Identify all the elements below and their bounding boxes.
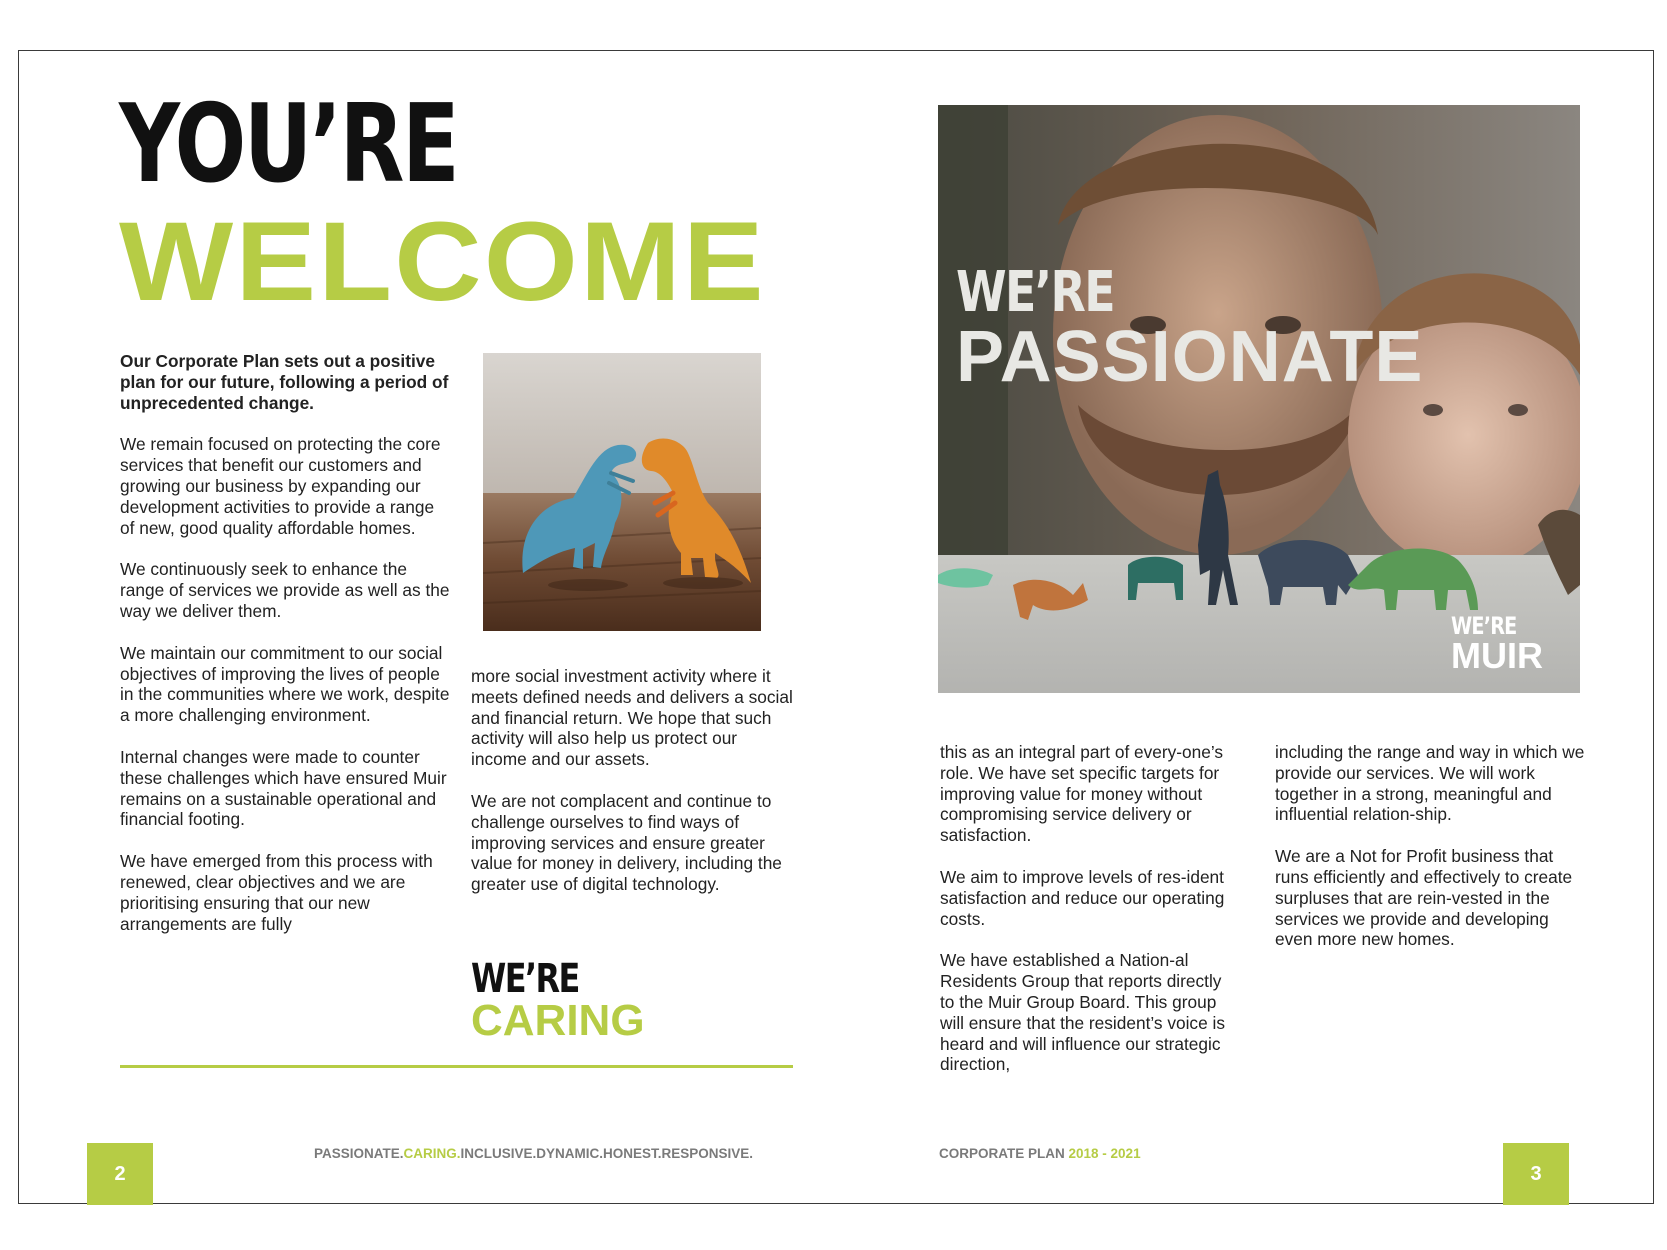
paragraph: Internal changes were made to counter these challenges which have ensured Muir remains on a sustainable operational and financial footing. xyxy=(120,746,447,830)
paragraph: We maintain our commitment to our social objectives of improving the lives of people in the communities where we work, despite a more challenging environment. xyxy=(120,642,450,726)
hero-were-label: WE’RE xyxy=(956,260,1114,325)
middle-column-text xyxy=(471,666,796,916)
hero-passionate-label: PASSIONATE xyxy=(956,317,1424,397)
paragraph: We have emerged from this process with renewed, clear objectives and we are prioritising ensuring that our new arrangements are fully xyxy=(120,851,433,934)
tag-were-label: WE’RE xyxy=(471,956,579,1002)
intro-paragraph: Our Corporate Plan sets out a positive plan for our future, following a period of unprecedented change. xyxy=(120,351,449,413)
footer-corporate-plan xyxy=(939,1146,1141,1161)
paragraph: We remain focused on protecting the core services that benefit our customers and growing our business by expanding our development activities to provide a range of new, good quality affordable homes. xyxy=(120,434,441,538)
paragraph: We are a Not for Profit business that runs efficiently and effectively to create surpluses that are rein-vested in the services we provide and developing even more new homes. xyxy=(1275,846,1573,950)
hero-photo-illustration xyxy=(938,105,1580,693)
dinosaur-toys-photo xyxy=(483,353,761,631)
logo-muir-label: MUIR xyxy=(1451,635,1543,676)
paragraph: including the range and way in which we provide our services. We will work together in a strong, meaningful and influential relation-ship. xyxy=(1275,742,1585,825)
were-caring-tag xyxy=(471,956,645,1045)
paragraph: We continuously seek to enhance the range of services we provide as well as the way we deliver them. xyxy=(120,559,450,621)
right-column-1-text xyxy=(940,742,1240,1096)
right-column-2-text xyxy=(1275,742,1585,971)
left-column-text xyxy=(120,351,450,955)
page-number-right: 3 xyxy=(1503,1143,1569,1205)
footer-word-rest: INCLUSIVE.DYNAMIC.HONEST.RESPONSIVE. xyxy=(460,1146,754,1161)
footer-years: 2018 - 2021 xyxy=(1068,1146,1141,1161)
paragraph: We aim to improve levels of res-ident satisfaction and reduce our operating costs. xyxy=(940,866,1225,929)
logo-were-label: WE’RE xyxy=(1451,612,1517,640)
divider-line xyxy=(120,1065,793,1068)
dinosaur-photo-illustration xyxy=(483,353,761,631)
hero-title xyxy=(956,260,1424,397)
tag-caring-label: CARING xyxy=(471,996,645,1045)
footer-values xyxy=(314,1146,753,1161)
footer-word-passionate: PASSIONATE. xyxy=(314,1146,404,1161)
paragraph: more social investment activity where it meets defined needs and delivers a social and financial return. We hope that such activity will also help us protect our income and our assets. xyxy=(471,666,793,770)
hero-photo xyxy=(938,105,1580,693)
headline-welcome: WELCOME xyxy=(119,199,766,324)
paragraph: We are not complacent and continue to challenge ourselves to find ways of improving services and ensure greater value for money in delivery, including the greater use of digital technology. xyxy=(471,790,782,895)
headline-youre: YOU’RE xyxy=(119,82,458,207)
paragraph: We have established a Nation-al Residents Group that reports directly to the Muir Group Board. This group will ensure that the resident’s voice is heard and will influence our strategic direction, xyxy=(940,950,1225,1075)
brochure-spread xyxy=(18,50,1654,1204)
paragraph: this as an integral part of every-one’s role. We have set specific targets for improving value for money without compromising service delivery or satisfaction. xyxy=(940,742,1224,846)
muir-logo xyxy=(1451,614,1543,674)
footer-word-caring: CARING. xyxy=(403,1146,461,1161)
footer-corporate-plan-label: CORPORATE PLAN xyxy=(939,1146,1069,1161)
page-number-left: 2 xyxy=(87,1143,153,1205)
